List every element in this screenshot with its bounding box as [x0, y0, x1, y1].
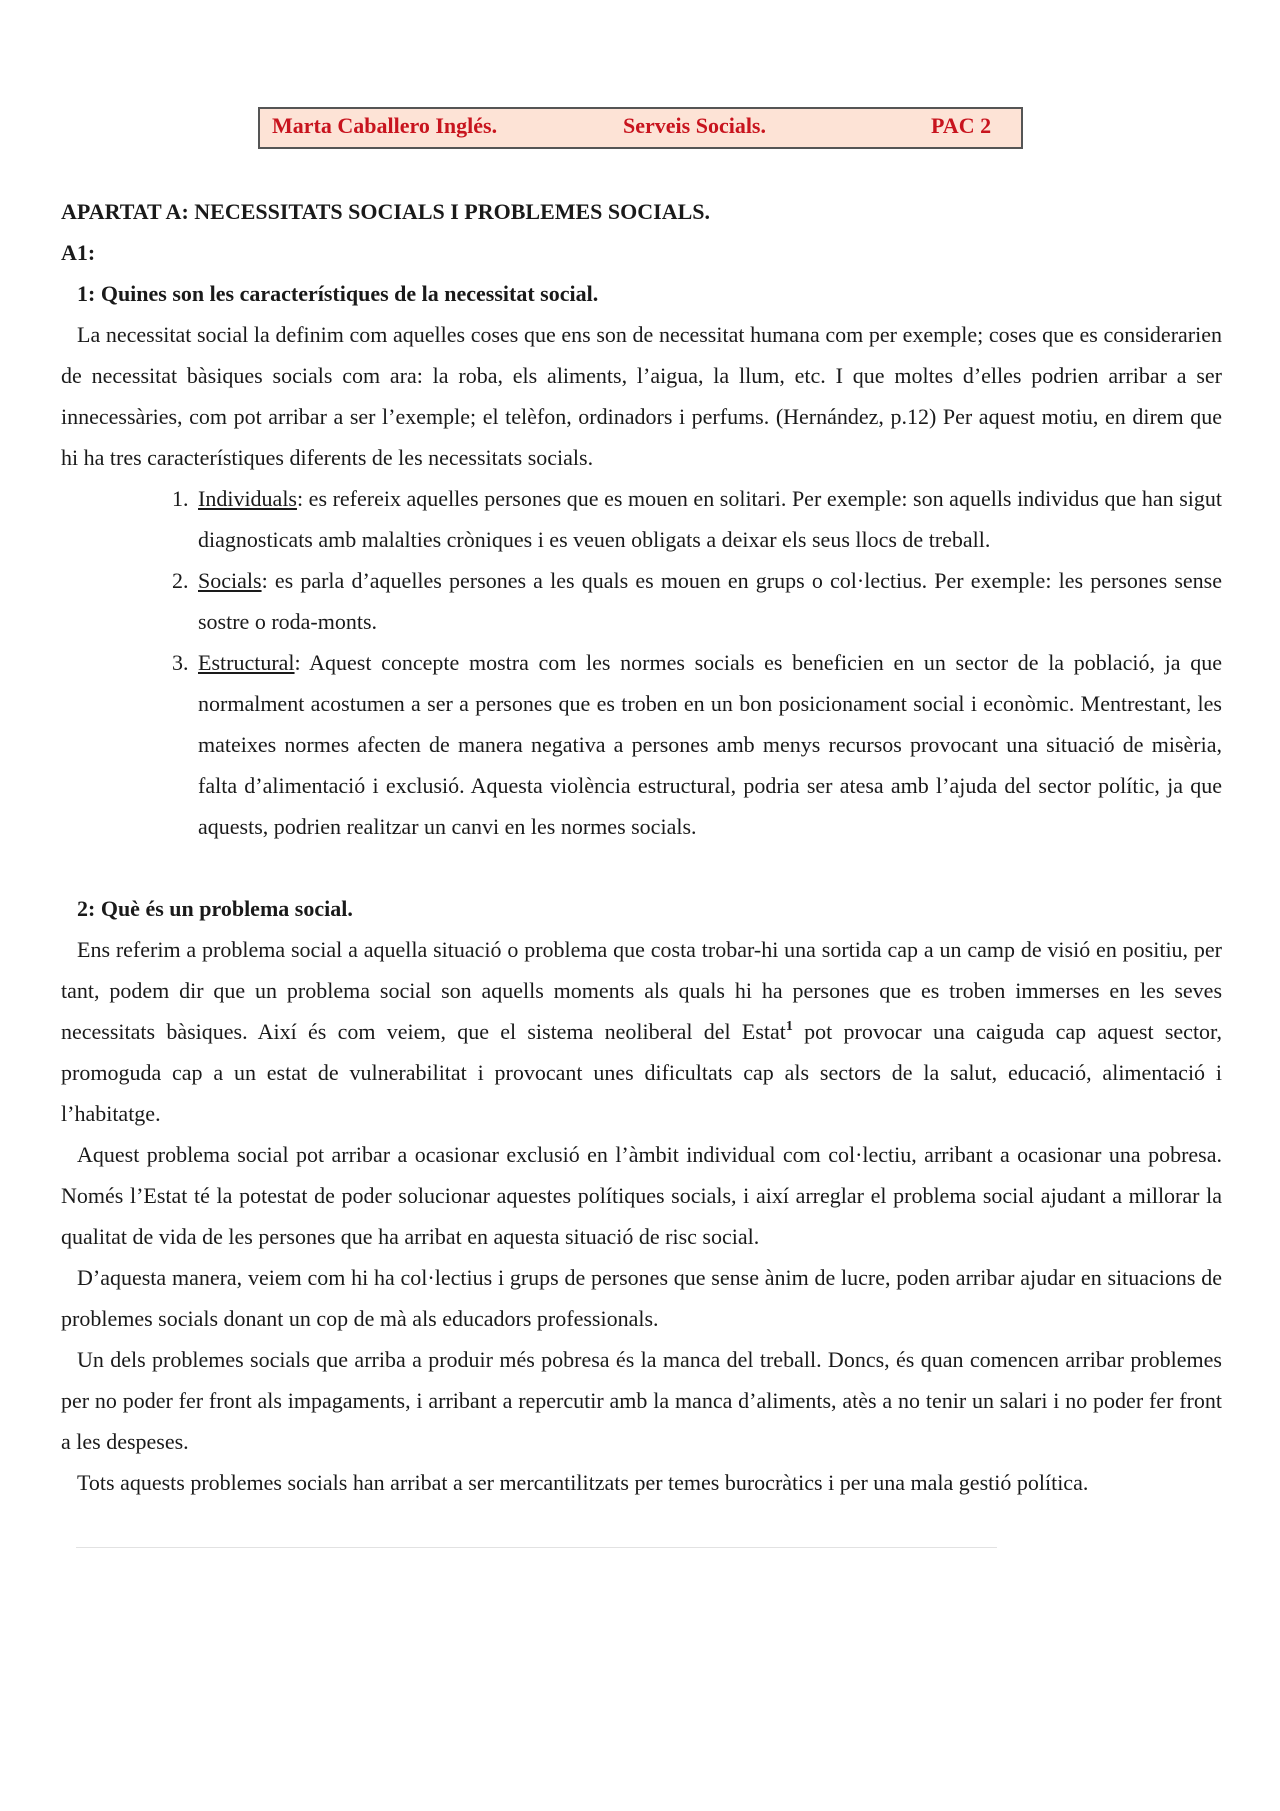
section-title: APARTAT A: NECESSITATS SOCIALS I PROBLEMES SOCIALS. — [61, 199, 711, 224]
subject-name: Serveis Socials. — [623, 113, 766, 138]
question-2-paragraph-5: Tots aquests problemes socials han arribat a ser mercantilitzats per temes burocràtics i per una mala gestió política. — [77, 1470, 1089, 1495]
list-item-text: : Aquest concepte mostra com les normes socials es beneficien en un sector de la població, ja que normalment acostumen a ser a persones que es troben en un bon posicionament social i econòmic. Mentrestant, les mateixes normes afecten de manera negativa a persones amb menys recursos provocant una situació de misèria, falta d’alimentació i exclusió. Aquesta violència estructural, podria ser atesa amb l’ajuda del sector polític, ja que aquests, podrien realitzar un canvi en les normes socials. — [198, 650, 1222, 839]
list-item-term: Socials — [198, 568, 262, 593]
spacer — [61, 847, 1222, 888]
footnote-separator — [76, 1547, 997, 1548]
question-2-paragraph-4: Un dels problemes socials que arriba a produir més pobresa és la manca del treball. Doncs, és quan comencen arribar problemes per no poder fer front als impagaments, i arribant a repercutir amb la manca d’aliments, atès a no tenir un salari i no poder fer front a les despeses. — [61, 1347, 1222, 1454]
list-item — [172, 560, 1222, 642]
document-header — [258, 107, 1023, 149]
assignment-label: PAC 2 — [931, 113, 992, 138]
footnote-marker[interactable]: 1 — [785, 1019, 793, 1034]
list-item-term: Estructural — [198, 650, 295, 675]
question-1-heading: 1: Quines son les característiques de la necessitat social. — [77, 281, 599, 306]
section-subtitle: A1: — [61, 240, 96, 265]
document-body — [61, 191, 1222, 1503]
list-item — [172, 642, 1222, 847]
question-2-heading: 2: Què és un problema social. — [77, 896, 353, 921]
question-2-paragraph-3: D’aquesta manera, veiem com hi ha col·lectius i grups de persones que sense ànim de lucre, poden arribar ajudar en situacions de problemes socials donant un cop de mà als educadors professionals. — [61, 1265, 1222, 1331]
list-item-term: Individuals — [198, 486, 297, 511]
paragraph-text: Ens referim a problema social a aquella situació o problema que costa trobar-hi una sortida cap a un camp de visió en positiu, per tant, podem dir que un problema social son aquells moments als quals hi ha persones que es troben immerses en les seves necessitats bàsiques. Així és com veiem, que el sistema neoliberal del Estat — [61, 937, 1222, 1044]
question-2-paragraph-2: Aquest problema social pot arribar a ocasionar exclusió en l’àmbit individual com col·lectiu, arribant a ocasionar una pobresa. Només l’Estat té la potestat de poder solucionar aquestes polítiques socials, i així arreglar el problema social ajudant a millorar la qualitat de vida de les persones que ha arribat en aquesta situació de risc social. — [61, 1142, 1222, 1249]
paragraph-text: pot provocar una caiguda cap aquest sector, promoguda cap a un estat de vulnerabilitat i provocant unes dificultats cap als sectors de la salut, educació, alimentació i l’habitatge. — [61, 1019, 1222, 1126]
question-1-intro: La necessitat social la definim com aquelles coses que ens son de necessitat humana com per exemple; coses que es considerarien de necessitat bàsiques socials com ara: la roba, els aliments, l’aigua, la llum, etc. I que moltes d’elles podrien arribar a ser innecessàries, com pot arribar a ser l’exemple; el telèfon, ordinadors i perfums. (Hernández, p.12) Per aquest motiu, en direm que hi ha tres característiques diferents de les necessitats socials. — [61, 322, 1222, 470]
list-item — [172, 478, 1222, 560]
list-item-text: : es refereix aquelles persones que es mouen en solitari. Per exemple: son aquells individus que han sigut diagnosticats amb malalties cròniques i es veuen obligats a deixar els seus llocs de treball. — [198, 486, 1222, 552]
list-item-number: 2. — [172, 568, 189, 593]
question-2-paragraph-1 — [61, 929, 1222, 1134]
list-item-text: : es parla d’aquelles persones a les quals es mouen en grups o col·lectius. Per exemple: les persones sense sostre o roda-monts. — [198, 568, 1222, 634]
author-name: Marta Caballero Inglés. — [272, 113, 498, 138]
characteristics-list — [61, 478, 1222, 847]
list-item-number: 1. — [172, 486, 189, 511]
list-item-number: 3. — [172, 650, 189, 675]
